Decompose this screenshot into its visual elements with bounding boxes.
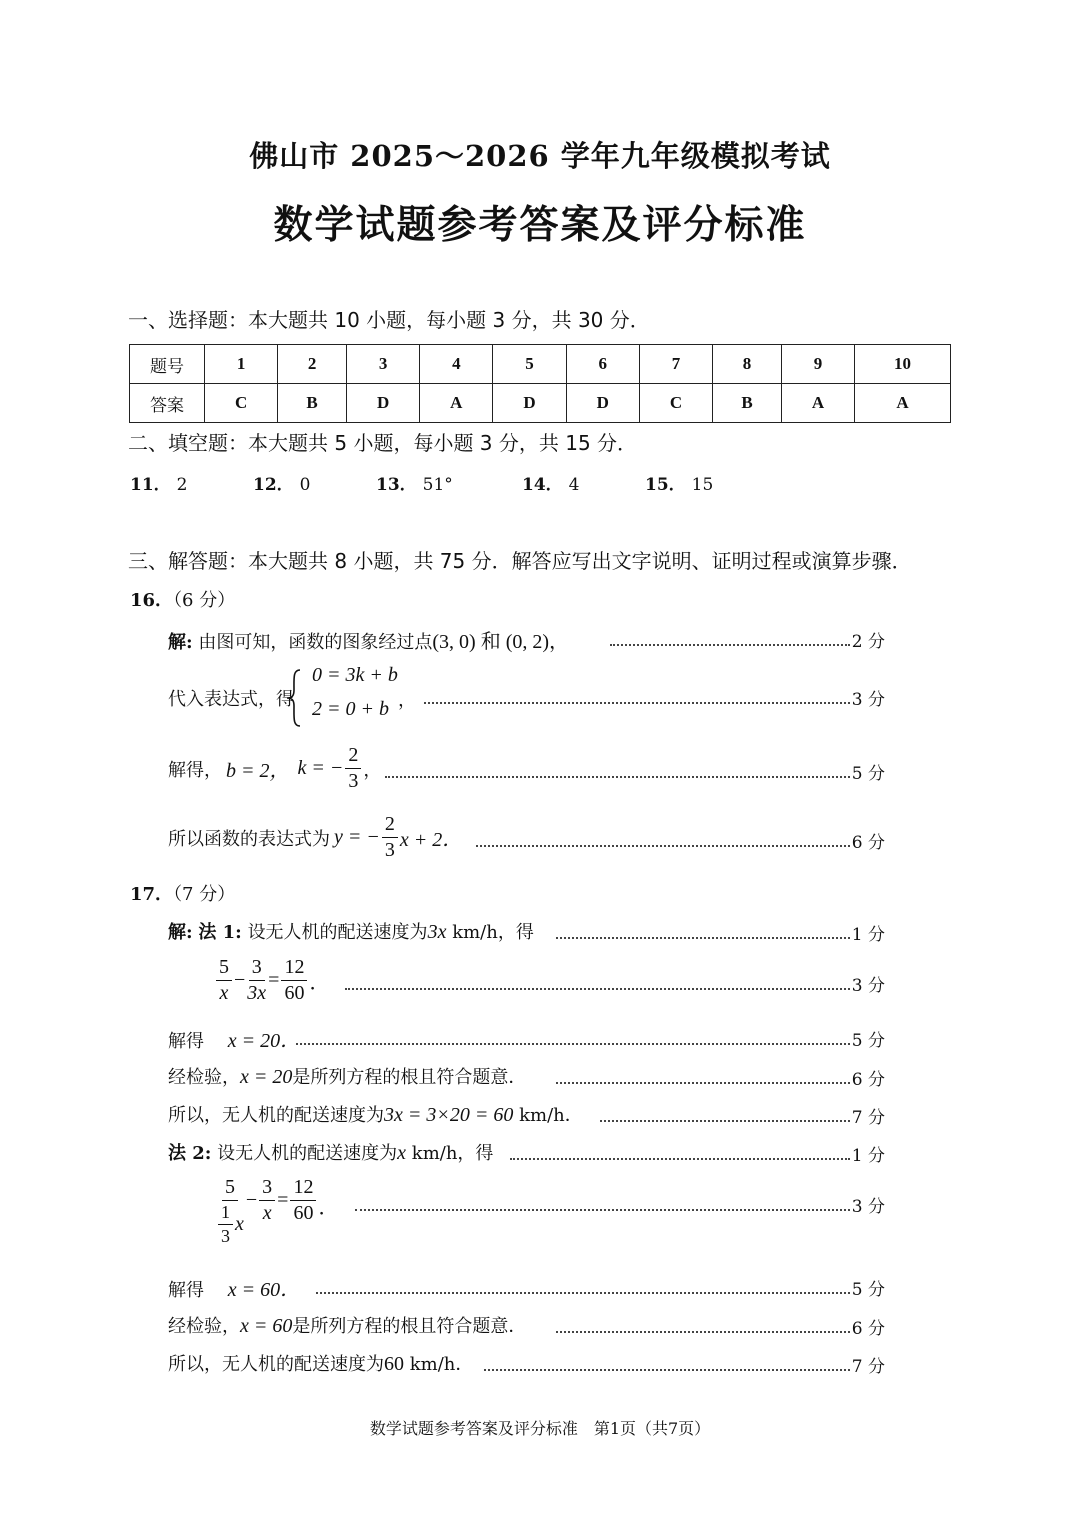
step-math-y: y = − <box>334 826 380 848</box>
q17-m2-step3 <box>168 1273 300 1302</box>
score-label: 2 分 <box>851 632 885 652</box>
leader-dots <box>385 776 850 778</box>
table-cell: 9 <box>781 345 854 384</box>
fill-answer-11 <box>130 470 188 495</box>
step-tail: km/h． <box>519 1105 583 1126</box>
step-math-rest: x + 2． <box>399 829 463 851</box>
numerator: 5 <box>222 1177 238 1201</box>
leader-dots <box>424 702 850 704</box>
table-cell: D <box>346 384 419 423</box>
table-cell: 4 <box>420 345 493 384</box>
section2-heading: 二、填空题：本大题共 5 小题，每小题 3 分，共 15 分． <box>128 431 638 455</box>
question-number: 16． <box>130 590 174 611</box>
fill-answer-15 <box>645 470 713 495</box>
step-text: 经检验， <box>168 1316 240 1337</box>
leader-dots <box>345 988 850 990</box>
period: ． <box>309 972 330 994</box>
table-cell: 5 <box>493 345 566 384</box>
q17-m2-step5 <box>168 1350 473 1376</box>
numerator: 12 <box>290 1177 316 1201</box>
table-cell: A <box>781 384 854 423</box>
numerator: 3 <box>259 1177 275 1201</box>
answer-row <box>130 384 951 423</box>
denominator: 60 <box>293 1202 314 1224</box>
denominator: 3 <box>384 839 395 861</box>
step-text: 所以，无人机的配送速度为 <box>168 1354 384 1375</box>
denominator: x <box>262 1202 272 1224</box>
step-math: 60 <box>384 1353 404 1375</box>
step-math: x = 20 <box>240 1066 293 1088</box>
q17-m1-equation <box>214 957 329 1004</box>
fraction <box>382 814 398 861</box>
equals-sign: = <box>277 1189 289 1211</box>
question-number-row <box>130 345 951 384</box>
score-label: 1 分 <box>851 1146 885 1166</box>
comma: ， <box>363 759 382 781</box>
fill-answer-12 <box>253 470 311 495</box>
numerator: 5 <box>216 957 232 981</box>
fraction <box>345 745 361 792</box>
item-number: 13． <box>376 475 417 495</box>
item-number: 11． <box>130 475 171 495</box>
step-text: 设无人机的配送速度为 <box>247 922 428 943</box>
equation-row-1: 0 = 3k + b <box>312 664 398 686</box>
numerator: 2 <box>345 745 361 769</box>
table-cell: D <box>566 384 639 423</box>
question-points: （7 分） <box>173 884 236 905</box>
q17-m2-step1 <box>168 1139 493 1165</box>
step-math: x = 60． <box>227 1279 301 1301</box>
q16-step3 <box>168 745 381 792</box>
equals-sign: = <box>268 969 280 991</box>
denominator: x <box>219 982 229 1004</box>
score-label: 1 分 <box>851 925 885 945</box>
leader-dots <box>296 1043 850 1045</box>
step-text: 所以，无人机的配送速度为 <box>168 1105 384 1126</box>
table-cell: A <box>420 384 493 423</box>
period: ． <box>318 1197 339 1219</box>
q16-step2-text: 代入表达式，得 <box>168 689 294 710</box>
fraction <box>281 957 307 1004</box>
item-answer: 2 <box>176 475 188 495</box>
leader-dots <box>510 1158 850 1160</box>
fraction <box>216 957 232 1004</box>
q17-m1-step5 <box>168 1101 583 1127</box>
score-label: 6 分 <box>851 1070 885 1090</box>
step-text: 解得， <box>168 759 222 781</box>
question-number: 17． <box>130 884 174 905</box>
item-number: 12． <box>253 475 294 495</box>
score-label: 5 分 <box>851 764 885 784</box>
step-text: 是所列方程的根且符合题意． <box>292 1316 527 1337</box>
row-label-question: 题号 <box>130 345 205 384</box>
q17-m2-equation <box>214 1177 338 1246</box>
score-label: 5 分 <box>851 1280 885 1300</box>
table-cell: 7 <box>639 345 712 384</box>
step-text: 解得 <box>168 1280 204 1301</box>
score-label: 6 分 <box>851 1319 885 1339</box>
answer-table <box>129 344 951 423</box>
q16-header <box>130 586 235 612</box>
step-tail: km/h，得 <box>411 1143 494 1164</box>
item-answer: 0 <box>299 475 311 495</box>
q17-m1-step4 <box>168 1063 526 1089</box>
step-math: x = 20． <box>227 1030 301 1052</box>
denominator: 3 <box>348 770 359 792</box>
table-cell: 2 <box>278 345 347 384</box>
q16-step1 <box>168 625 569 654</box>
table-cell: B <box>713 384 782 423</box>
step-tail: km/h． <box>409 1354 474 1375</box>
table-cell: B <box>278 384 347 423</box>
item-number: 14． <box>522 475 563 495</box>
numerator: 2 <box>382 814 398 838</box>
step-math: x = 60 <box>240 1315 293 1337</box>
step-math: x <box>397 1142 407 1164</box>
leader-dots <box>556 937 850 939</box>
question-points: （6 分） <box>173 590 236 611</box>
table-cell: 1 <box>205 345 278 384</box>
inner-fraction <box>218 1203 233 1246</box>
fraction <box>247 957 266 1004</box>
minus-sign: − <box>245 1189 258 1211</box>
row-label-answer: 答案 <box>130 384 205 423</box>
score-label: 3 分 <box>851 976 885 996</box>
fraction <box>259 1177 275 1224</box>
denominator <box>216 1201 244 1246</box>
step-math: 3x = 3×20 = 60 <box>384 1104 514 1126</box>
solution-label: 解: <box>168 922 193 943</box>
table-cell: 8 <box>713 345 782 384</box>
step-math-k: k = − <box>297 757 344 779</box>
fraction <box>290 1177 316 1224</box>
score-label: 3 分 <box>851 1197 885 1217</box>
table-cell: C <box>205 384 278 423</box>
method-label: 法 1: <box>198 922 242 943</box>
leader-dots <box>476 845 850 847</box>
solution-label: 解: <box>168 632 193 653</box>
step-text: 经检验， <box>168 1067 240 1088</box>
numerator: 3 <box>249 957 265 981</box>
minus-sign: − <box>234 969 246 991</box>
table-cell: 6 <box>566 345 639 384</box>
denominator: 60 <box>284 982 305 1004</box>
brace-icon <box>284 668 306 728</box>
step-text: 解得 <box>168 1031 204 1052</box>
leader-dots <box>600 1120 850 1122</box>
document-title: 数学试题参考答案及评分标准 <box>273 203 807 248</box>
q17-m1-step1 <box>168 918 534 944</box>
table-cell: A <box>855 384 951 423</box>
denominator: 3 <box>221 1225 230 1246</box>
score-label: 7 分 <box>851 1108 885 1128</box>
q16-step4 <box>168 814 462 861</box>
numerator: 1 <box>218 1203 233 1225</box>
step-tail: km/h，得 <box>452 922 534 943</box>
exam-title: 佛山市 2025～2026 学年九年级模拟考试 <box>249 139 831 173</box>
table-cell: 3 <box>346 345 419 384</box>
item-answer: 15 <box>691 475 714 495</box>
numerator: 12 <box>281 957 307 981</box>
step-text: 所以函数的表达式为 <box>168 828 330 850</box>
complex-fraction <box>216 1177 244 1246</box>
table-cell: 10 <box>855 345 951 384</box>
step-math: 3x <box>427 921 447 943</box>
q17-m1-step3 <box>168 1024 300 1053</box>
leader-dots <box>556 1082 850 1084</box>
leader-dots <box>316 1292 850 1294</box>
leader-dots <box>556 1331 850 1333</box>
score-label: 3 分 <box>851 690 885 710</box>
score-label: 6 分 <box>851 833 885 853</box>
leader-dots <box>610 644 850 646</box>
section1-heading: 一、选择题：本大题共 10 小题，每小题 3 分，共 30 分． <box>128 308 650 332</box>
score-label: 5 分 <box>851 1031 885 1051</box>
item-number: 15． <box>645 475 686 495</box>
comma: ， <box>398 690 416 711</box>
step-text: 是所列方程的根且符合题意． <box>292 1067 527 1088</box>
step-math: (3, 0) 和 (0, 2)， <box>432 631 570 653</box>
table-cell: C <box>639 384 712 423</box>
variable: x <box>235 1212 244 1235</box>
fill-answer-14 <box>522 470 580 495</box>
score-label: 7 分 <box>851 1357 885 1377</box>
leader-dots <box>355 1209 850 1211</box>
item-answer: 4 <box>568 475 580 495</box>
step-text: 设无人机的配送速度为 <box>217 1143 398 1164</box>
denominator: 3x <box>247 982 267 1004</box>
q17-m2-step4 <box>168 1312 526 1338</box>
method-label: 法 2: <box>168 1143 212 1164</box>
leader-dots <box>484 1369 850 1371</box>
equation-row-2: 2 = 0 + b <box>312 698 389 720</box>
step-text: 由图可知，函数的图象经过点 <box>198 632 433 653</box>
section3-heading: 三、解答题：本大题共 8 小题，共 75 分．解答应写出文字说明、证明过程或演算步骤． <box>128 549 912 573</box>
page-footer: 数学试题参考答案及评分标准 第1页（共7页） <box>369 1419 711 1438</box>
step-math-b: b = 2， <box>226 760 290 782</box>
item-answer: 51° <box>422 475 453 495</box>
fill-answer-13 <box>376 470 453 495</box>
table-cell: D <box>493 384 566 423</box>
q17-header <box>130 880 235 906</box>
